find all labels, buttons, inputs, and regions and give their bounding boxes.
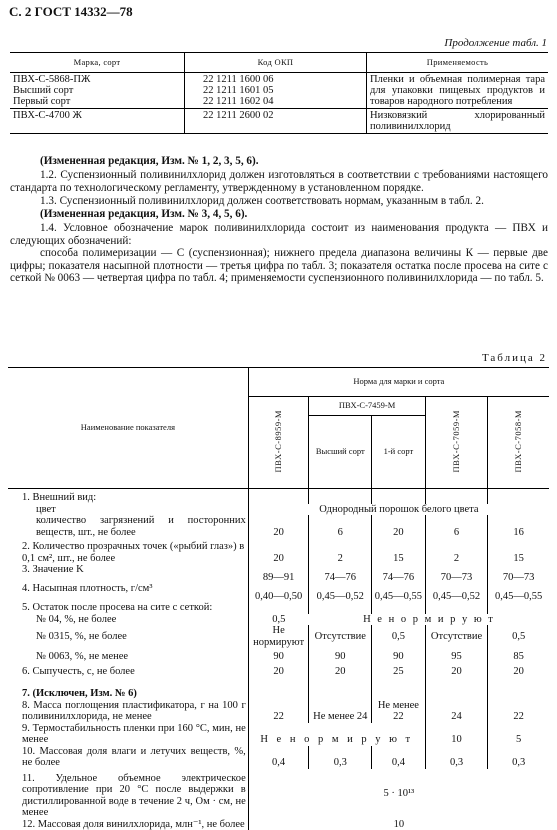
row-name: 6. Сыпучесть, с, не более xyxy=(8,666,248,678)
row-value: 5 · 10¹³ xyxy=(248,769,549,819)
cell: 15 xyxy=(488,538,549,564)
row-name: 3. Значение K xyxy=(8,564,248,583)
cell: 20 xyxy=(372,515,426,538)
col-header-grade: Марка, сорт xyxy=(10,53,185,73)
cell: 74—76 xyxy=(372,564,426,583)
table-cell: ПВХ-С-4700 Ж xyxy=(10,109,185,134)
table-2 xyxy=(8,367,549,830)
grade-header: ПВХ-С-7058-М xyxy=(488,397,549,489)
cell: 0,3 xyxy=(309,746,372,769)
table-2-label: Таблица 2 xyxy=(482,352,547,364)
cell: 2 xyxy=(425,538,488,564)
grade-header: ПВХ-С-8959-М xyxy=(248,397,309,489)
table-1 xyxy=(10,52,548,134)
cell: 89—91 xyxy=(248,564,309,583)
cell: 20 xyxy=(248,666,309,678)
cell: 6 xyxy=(309,515,372,538)
cell: 70—73 xyxy=(425,564,488,583)
grade-header: ПВХ-С-7459-М xyxy=(309,397,425,416)
cell: 95 xyxy=(425,648,488,666)
row-name: 2. Количество прозрачных точек («рыбий глаз») в 0,1 см², шт., не более xyxy=(8,538,248,564)
cell: 70—73 xyxy=(488,564,549,583)
cell: Отсутствие xyxy=(425,625,488,648)
row-value: Н е н о р м и р у ю т xyxy=(309,614,549,626)
cell: 24 xyxy=(425,700,488,723)
paragraph: 1.2. Суспензионный поливинилхлорид должен изготовляться в соответствии с требованиями настоящего стандарта по технологическому регламенту, утвержденному в установленном порядке. xyxy=(10,169,548,194)
row-name: 7. (Исключен, Изм. № 6) xyxy=(8,678,248,700)
cell: Не менее 22 xyxy=(372,700,426,723)
grade-header: ПВХ-С-7059-М xyxy=(425,397,488,489)
row-name: 12. Массовая доля винилхлорида, млн⁻¹, не более xyxy=(8,819,248,830)
col-header-use: Применяемость xyxy=(367,53,549,73)
cell: 20 xyxy=(309,666,372,678)
cell: 74—76 xyxy=(309,564,372,583)
cell: 22 xyxy=(488,700,549,723)
table-cell: 22 1211 2600 02 xyxy=(185,109,367,134)
table-cell: ПВХ-С-5868-ПЖ Высший сорт Первый сорт xyxy=(10,73,185,109)
paragraph: 1.3. Суспензионный поливинилхлорид должен соответствовать нормам, указанным в табл. 2. xyxy=(10,195,548,208)
cell: 0,45—0,52 xyxy=(425,583,488,602)
cell: 90 xyxy=(309,648,372,666)
subgrade-header: Высший сорт xyxy=(309,416,372,489)
row-name: № 0063, %, не менее xyxy=(8,648,248,666)
row-name: 11. Удельное объемное электрическое сопротивление при 20 °С после выдержки в дистиллированной воде в течение 2 ч, Ом · см, не менее xyxy=(8,769,248,819)
row-name: № 04, %, не более xyxy=(8,614,248,626)
cell: 10 xyxy=(425,723,488,746)
cell: 16 xyxy=(488,515,549,538)
cell: 0,45—0,55 xyxy=(372,583,426,602)
row-name: цвет xyxy=(8,504,248,516)
col-header-code: Код ОКП xyxy=(185,53,367,73)
cell: 20 xyxy=(248,515,309,538)
cell: 20 xyxy=(425,666,488,678)
cell: 0,45—0,55 xyxy=(488,583,549,602)
cell: Отсутствие xyxy=(309,625,372,648)
cell: 0,4 xyxy=(248,746,309,769)
table-cell: 22 1211 1600 06 22 1211 1601 05 22 1211 1602 04 xyxy=(185,73,367,109)
page-header: С. 2 ГОСТ 14332—78 xyxy=(9,4,133,20)
cell: 0,45—0,52 xyxy=(309,583,372,602)
cell: 85 xyxy=(488,648,549,666)
cell: Не нормируют xyxy=(248,625,309,648)
amendment-note: (Измененная редакция, Изм. № 1, 2, 3, 5, 6). xyxy=(10,155,548,168)
subgrade-header: 1-й сорт xyxy=(372,416,426,489)
cell: 15 xyxy=(372,538,426,564)
row-name: 4. Насыпная плотность, г/см³ xyxy=(8,583,248,602)
cell: 0,4 xyxy=(372,746,426,769)
cell: Не менее 24 xyxy=(309,700,372,723)
cell: 0,3 xyxy=(425,746,488,769)
name-header: Наименование показателя xyxy=(8,368,248,489)
cell: 90 xyxy=(248,648,309,666)
cell: 0,5 xyxy=(372,625,426,648)
paragraph: способа полимеризации — С (суспензионная); нижнего предела диапазона величины К — первые две цифры; показателя насыпной плотности — третья цифра по табл. 3; показателя остатка после просева на сите с сеткой № 0063 — четвертая цифра по табл. 4; применяемости суспензионного поливинилхлорида — по табл. 5. xyxy=(10,247,548,285)
row-name: 5. Остаток после просева на сите с сеткой: xyxy=(8,602,248,614)
row-name: 9. Термостабильность пленки при 160 °С, мин, не менее xyxy=(8,723,248,746)
cell: 5 xyxy=(488,723,549,746)
amendment-note: (Измененная редакция, Изм. № 3, 4, 5, 6). xyxy=(10,208,548,221)
row-value: 10 xyxy=(248,819,549,830)
norm-header: Норма для марки и сорта xyxy=(248,368,549,397)
cell: 20 xyxy=(248,538,309,564)
cell: 25 xyxy=(372,666,426,678)
cell: 0,3 xyxy=(488,746,549,769)
row-value: Однородный порошок белого цвета xyxy=(248,504,549,516)
row-name: 1. Внешний вид: xyxy=(8,489,248,504)
row-value: Н е н о р м и р у ю т xyxy=(248,723,425,746)
table-continuation-label: Продолжение табл. 1 xyxy=(444,37,547,49)
row-name: количество загрязнений и посторонних веществ, шт., не более xyxy=(8,515,248,538)
row-name: № 0315, %, не более xyxy=(8,625,248,648)
cell: 6 xyxy=(425,515,488,538)
table-cell: Низковязкий хлорированный поливинилхлорид xyxy=(367,109,549,134)
paragraph: 1.4. Условное обозначение марок поливинилхлорида состоит из наименования продукта — ПВХ и следующих обозначений: xyxy=(10,222,548,247)
cell: 22 xyxy=(248,700,309,723)
cell: 2 xyxy=(309,538,372,564)
cell: 20 xyxy=(488,666,549,678)
table-cell: Пленки и объемная полимерная тара для упаковки пищевых продуктов и товаров народного потребления xyxy=(367,73,549,109)
cell: 0,5 xyxy=(488,625,549,648)
row-name: 10. Массовая доля влаги и летучих веществ, %, не более xyxy=(8,746,248,769)
row-name: 8. Масса поглощения пластификатора, г на 100 г поливинилхлорида, не менее xyxy=(8,700,248,723)
cell: 0,5 xyxy=(248,614,309,626)
cell: 90 xyxy=(372,648,426,666)
cell: 0,40—0,50 xyxy=(248,583,309,602)
